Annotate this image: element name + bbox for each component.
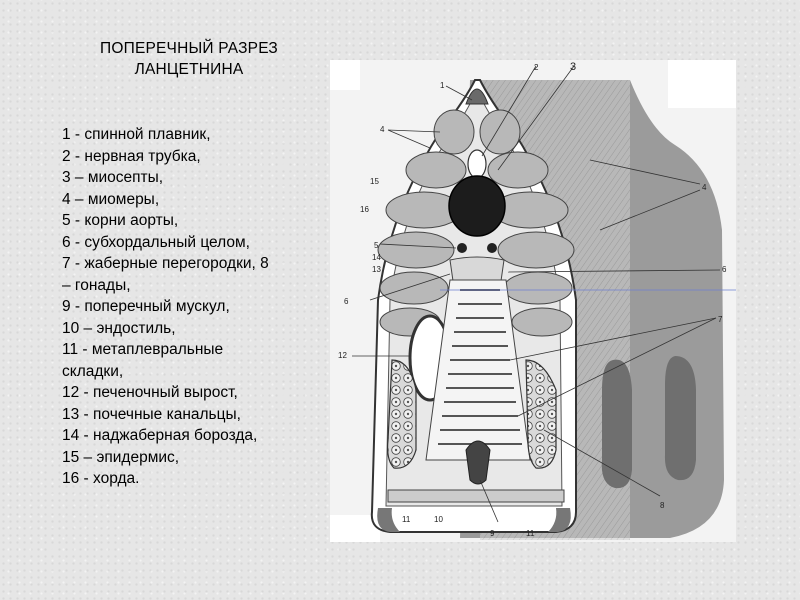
cross-section-drawing bbox=[330, 60, 736, 542]
label-2: 2 bbox=[534, 63, 539, 72]
label-4-left: 4 bbox=[380, 125, 385, 134]
lancelet-cross-section-figure bbox=[330, 60, 736, 542]
label-11-left: 11 bbox=[402, 515, 411, 524]
title-line-1: ПОПЕРЕЧНЫЙ РАЗРЕЗ bbox=[100, 40, 278, 57]
aortic-root-right bbox=[487, 243, 497, 253]
legend-item: 14 - наджаберная борозда, bbox=[62, 427, 258, 444]
legend-item: 12 - печеночный вырост, bbox=[62, 384, 238, 401]
label-7-right: 7 bbox=[718, 315, 723, 324]
legend-item: 13 - почечные канальцы, bbox=[62, 405, 241, 423]
legend-item: 16 - хорда. bbox=[62, 470, 140, 487]
label-6-left: 6 bbox=[344, 297, 349, 306]
gonad-shadow bbox=[602, 360, 632, 489]
label-8: 8 bbox=[660, 501, 665, 510]
legend-item: 7 - жаберные перегородки, 8 bbox=[62, 255, 269, 272]
legend-item: 1 - спинной плавник, bbox=[62, 126, 211, 143]
legend-item: – гонады, bbox=[62, 276, 131, 294]
legend-item: 9 - поперечный мускул, bbox=[62, 298, 230, 315]
photo-corner-white bbox=[668, 60, 736, 108]
label-9: 9 bbox=[490, 529, 495, 538]
legend-item: 5 - корни аорты, bbox=[62, 212, 179, 229]
photo-corner-white bbox=[330, 60, 360, 90]
label-5: 5 bbox=[374, 241, 379, 250]
label-12: 12 bbox=[338, 351, 347, 360]
label-3: 3 bbox=[570, 61, 577, 73]
gonad-left bbox=[388, 360, 416, 468]
legend-item: 10 – эндостиль, bbox=[62, 319, 176, 337]
legend-item: 15 – эпидермис, bbox=[62, 448, 180, 466]
legend-item: 3 – миосепты, bbox=[62, 169, 164, 186]
legend-item: 11 - метаплевральные bbox=[62, 341, 224, 358]
transverse-muscle bbox=[388, 490, 564, 502]
slide-title bbox=[60, 38, 318, 80]
label-10: 10 bbox=[434, 515, 443, 524]
label-4-right: 4 bbox=[702, 183, 707, 192]
label-15: 15 bbox=[370, 177, 379, 186]
label-16: 16 bbox=[360, 205, 369, 214]
label-14: 14 bbox=[372, 253, 381, 262]
legend-item: 2 - нервная трубка, bbox=[62, 147, 201, 165]
label-13: 13 bbox=[372, 265, 381, 274]
title-line-2: ЛАНЦЕТНИНА bbox=[134, 61, 244, 78]
legend-list bbox=[62, 124, 332, 490]
legend-item: 4 – миомеры, bbox=[62, 190, 160, 208]
notochord bbox=[449, 176, 505, 236]
endostyle bbox=[466, 441, 490, 484]
label-11-right: 11 bbox=[526, 529, 535, 538]
label-1: 1 bbox=[440, 81, 445, 90]
gonad-shadow bbox=[665, 356, 696, 480]
legend-item: складки, bbox=[62, 362, 124, 380]
label-6-right: 6 bbox=[722, 265, 727, 274]
aortic-root-left bbox=[457, 243, 467, 253]
legend-item: 6 - субхордальный целом, bbox=[62, 233, 250, 251]
